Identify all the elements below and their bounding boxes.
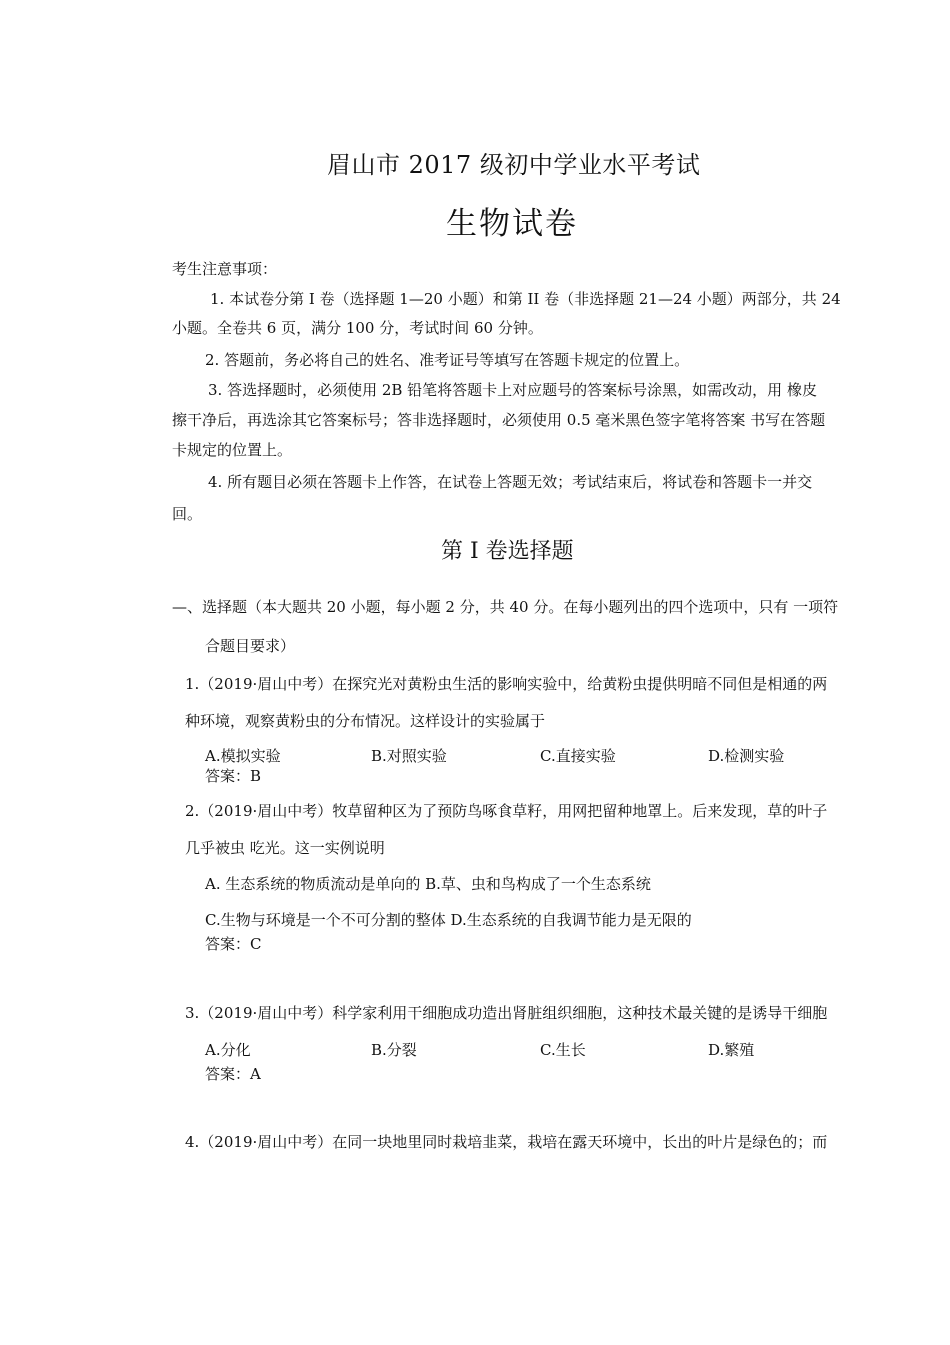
notice-item-1-line-1: 1. 本试卷分第 I 卷（选择题 1—20 小题）和第 II 卷（非选择题 21—24 小题）两部分，共 24: [210, 290, 841, 308]
notice-item-4-line-2: 回。: [172, 505, 203, 523]
notice-item-4-line-1: 4. 所有题目必须在答题卡上作答，在试卷上答题无效；考试结束后，将试卷和答题卡一并交: [208, 473, 813, 491]
notice-heading: 考生注意事项：: [172, 260, 278, 278]
subject-title: 生物试卷: [446, 206, 578, 242]
question-2-line-2: 几乎被虫 吃光。这一实例说明: [185, 839, 385, 857]
question-2-options-line-1: A. 生态系统的物质流动是单向的 B.草、虫和鸟构成了一个生态系统: [205, 875, 651, 893]
question-4-line-1: 4.（2019·眉山中考）在同一块地里同时栽培韭菜，栽培在露天环境中，长出的叶片是绿色的；而: [185, 1133, 828, 1151]
notice-item-1-line-2: 小题。全卷共 6 页，满分 100 分，考试时间 60 分钟。: [172, 319, 543, 337]
question-3-option-a: A.分化: [205, 1041, 251, 1059]
section-title: 第 I 卷选择题: [441, 539, 574, 564]
question-3-answer: 答案：A: [205, 1065, 261, 1083]
question-1-option-a: A.模拟实验: [205, 747, 281, 765]
question-3-line-1: 3.（2019·眉山中考）科学家利用干细胞成功造出肾脏组织细胞，这种技术最关键的是诱导干细胞: [185, 1004, 828, 1022]
question-2-options-line-2: C.生物与环境是一个不可分割的整体 D.生态系统的自我调节能力是无限的: [205, 911, 692, 929]
question-3-option-b: B.分裂: [371, 1041, 417, 1059]
question-3-option-d: D.繁殖: [708, 1041, 755, 1059]
notice-item-3-line-1: 3. 答选择题时，必须使用 2B 铅笔将答题卡上对应题号的答案标号涂黑，如需改动，用 橡皮: [208, 381, 817, 399]
part-intro-line-2: 合题目要求）: [205, 637, 296, 655]
part-intro-line-1: —、选择题（本大题共 20 小题，每小题 2 分，共 40 分。在每小题列出的四个选项中，只有 一项符: [172, 598, 839, 616]
question-2-line-1: 2.（2019·眉山中考）牧草留种区为了预防鸟啄食草籽，用网把留种地罩上。后来发现，草的叶子: [185, 802, 828, 820]
notice-item-3-line-3: 卡规定的位置上。: [172, 441, 293, 459]
question-1-line-1: 1.（2019·眉山中考）在探究光对黄粉虫生活的影响实验中，给黄粉虫提供明暗不同但是相通的两: [185, 675, 828, 693]
question-1-option-b: B.对照实验: [371, 747, 447, 765]
question-1-answer: 答案：B: [205, 767, 262, 785]
exam-title: 眉山市 2017 级初中学业水平考试: [327, 151, 701, 179]
question-2-answer: 答案：C: [205, 935, 262, 953]
question-1-option-d: D.检测实验: [708, 747, 785, 765]
question-1-line-2: 种环境，观察黄粉虫的分布情况。这样设计的实验属于: [185, 712, 546, 730]
notice-item-2: 2. 答题前，务必将自己的姓名、准考证号等填写在答题卡规定的位置上。: [205, 351, 690, 369]
question-1-option-c: C.直接实验: [540, 747, 616, 765]
notice-item-3-line-2: 擦干净后，再选涂其它答案标号；答非选择题时，必须使用 0.5 毫米黑色签字笔将答案 书写在答题: [172, 411, 826, 429]
question-3-option-c: C.生长: [540, 1041, 586, 1059]
